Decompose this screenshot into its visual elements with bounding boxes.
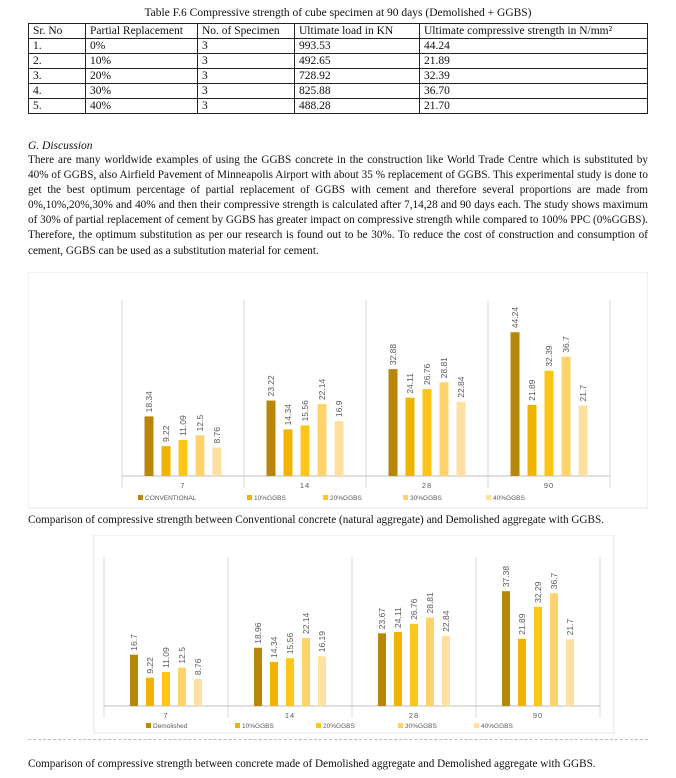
bar (518, 639, 526, 706)
legend-label: 20%GGBS (330, 495, 362, 502)
table-cell: 36.70 (420, 84, 648, 99)
table-cell: 3 (198, 84, 295, 99)
legend-swatch (323, 495, 328, 500)
bar (389, 369, 398, 476)
bar (394, 632, 402, 706)
data-label: 23.67 (377, 608, 387, 630)
legend-swatch (403, 495, 408, 500)
table-row (29, 99, 648, 114)
chart-svg-demolished (28, 535, 648, 735)
data-label: 16.7 (129, 634, 139, 651)
data-label: 14.34 (269, 636, 279, 658)
data-label: 21.89 (517, 613, 527, 635)
table-cell: 488.28 (295, 99, 420, 114)
table-cell: 3 (198, 69, 295, 84)
table-cell: 4. (29, 84, 86, 99)
data-label: 36.7 (549, 572, 559, 590)
legend-label: CONVENTIONAL (145, 495, 197, 502)
legend-swatch (486, 495, 491, 500)
strength-table (28, 23, 648, 114)
chart-svg-conventional (28, 272, 648, 510)
x-tick-label: 90 (543, 481, 555, 490)
data-label: 28.81 (439, 357, 449, 379)
bar (286, 658, 294, 706)
data-label: 22.14 (317, 378, 327, 401)
bar (254, 648, 262, 706)
bar (178, 668, 186, 706)
legend-label: 10%GGBS (254, 495, 286, 502)
bar (335, 421, 344, 476)
table-cell: 30% (86, 84, 198, 99)
data-label: 11.09 (178, 415, 188, 436)
bar (545, 371, 554, 476)
data-label: 15.56 (285, 632, 295, 655)
data-label: 32.88 (388, 343, 398, 366)
data-label: 32.39 (544, 345, 554, 367)
table-cell: 0% (86, 39, 198, 54)
data-label: 8.76 (212, 426, 222, 444)
data-label: 8.76 (193, 658, 203, 676)
data-label: 15.56 (300, 400, 310, 422)
table-cell: 993.53 (295, 39, 420, 54)
legend-label: 30%GGBS (410, 495, 442, 502)
data-label: 18.96 (253, 622, 263, 644)
data-label: 9.22 (161, 425, 171, 443)
x-tick-label: 7 (180, 481, 186, 490)
bar (579, 405, 588, 476)
table-cell: 825.88 (295, 84, 420, 99)
header-sr-no: Sr. No (29, 24, 86, 39)
data-label: 22.84 (456, 376, 466, 398)
bar (502, 591, 510, 706)
header-partial-replacement: Partial Replacement (86, 24, 198, 39)
table-cell: 21.89 (420, 54, 648, 69)
table-row (29, 54, 648, 69)
separator-line (28, 739, 648, 740)
data-label: 9.22 (145, 657, 155, 674)
bar (534, 607, 542, 706)
bar (550, 593, 558, 706)
bar (284, 429, 293, 476)
legend-swatch (247, 495, 252, 500)
bar (196, 435, 205, 476)
data-label: 16.9 (334, 400, 344, 418)
table-cell: 5. (29, 99, 86, 114)
bar (442, 636, 450, 706)
data-label: 24.11 (405, 373, 415, 394)
data-label: 26.76 (409, 598, 419, 620)
x-tick-label: 14 (299, 481, 311, 490)
table-cell: 40% (86, 99, 198, 114)
figure-caption-2: Comparison of compressive strength between concrete made of Demolished aggregate and Demolished aggregate with GGBS. (28, 758, 596, 770)
bar (528, 405, 537, 476)
table-cell: 3 (198, 99, 295, 114)
table-caption: Table F.6 Compressive strength of cube specimen at 90 days (Demolished + GGBS) (144, 7, 532, 19)
legend-swatch (235, 723, 240, 728)
table-cell: 10% (86, 54, 198, 69)
bar (213, 448, 222, 476)
bar (145, 416, 154, 476)
bar (378, 633, 386, 706)
legend-swatch (474, 723, 479, 728)
data-label: 16.19 (317, 630, 327, 653)
data-label: 24.11 (393, 607, 403, 628)
bar (566, 639, 574, 706)
bar (318, 404, 327, 476)
data-label: 28.81 (425, 592, 435, 614)
bar (410, 624, 418, 706)
bar (426, 618, 434, 706)
bar (457, 402, 466, 476)
bar (562, 357, 571, 476)
data-label: 21.7 (565, 618, 575, 636)
table-cell: 21.70 (420, 99, 648, 114)
data-label: 21.7 (578, 384, 588, 402)
chart-conventional-vs-ggbs (28, 272, 648, 510)
table-cell: 20% (86, 69, 198, 84)
bar (130, 655, 138, 706)
bar (194, 679, 202, 706)
x-tick-label: 28 (408, 711, 420, 720)
data-label: 22.84 (441, 610, 451, 632)
x-tick-label: 28 (421, 481, 433, 490)
table-cell: 3. (29, 69, 86, 84)
data-label: 36.7 (561, 336, 571, 353)
data-label: 12.5 (195, 414, 205, 432)
table-cell: 2. (29, 54, 86, 69)
data-label: 21.89 (527, 379, 537, 401)
table-cell: 728.92 (295, 69, 420, 84)
bar (162, 672, 170, 706)
legend-label: 40%GGBS (493, 495, 525, 502)
table-cell: 492.65 (295, 54, 420, 69)
table-row (29, 39, 648, 54)
data-label: 23.22 (266, 375, 276, 397)
table-header-row (29, 24, 648, 39)
legend-swatch (316, 723, 321, 728)
bar (302, 638, 310, 706)
bar (146, 678, 154, 706)
data-label: 44.24 (510, 306, 520, 329)
bar (270, 662, 278, 706)
data-label: 32.29 (533, 581, 543, 603)
legend-label: 30%GGBS (405, 723, 437, 730)
bar (162, 446, 171, 476)
bar (179, 440, 188, 476)
bar (301, 425, 310, 476)
x-tick-label: 7 (163, 711, 169, 720)
data-label: 37.38 (501, 565, 511, 588)
header-ultimate-load: Ultimate load in KN (295, 24, 420, 39)
legend-swatch (138, 495, 143, 500)
chart-demolished-vs-ggbs (28, 535, 648, 735)
bar (511, 332, 520, 476)
table-cell: 3 (198, 39, 295, 54)
header-no-of-specimen: No. of Specimen (198, 24, 295, 39)
bar (440, 382, 449, 476)
legend-swatch (398, 723, 403, 728)
section-title: G. Discussion (28, 140, 93, 152)
legend-label: Demolished (153, 723, 188, 730)
table-cell: 32.39 (420, 69, 648, 84)
data-label: 22.14 (301, 612, 311, 634)
bar (423, 389, 432, 476)
data-label: 18.34 (144, 391, 154, 413)
table-cell: 3 (198, 54, 295, 69)
legend-label: 20%GGBS (323, 723, 355, 730)
legend-label: 10%GGBS (242, 723, 274, 730)
bar (318, 656, 326, 706)
data-label: 12.5 (177, 647, 187, 664)
bar (267, 401, 276, 476)
data-label: 11.09 (161, 647, 171, 668)
bar (406, 398, 415, 476)
data-label: 14.34 (283, 404, 293, 426)
x-tick-label: 90 (532, 711, 544, 720)
data-label: 26.76 (422, 363, 432, 386)
legend-label: 40%GGBS (481, 723, 513, 730)
discussion-paragraph: There are many worldwide examples of using the GGBS concrete in the construction like World Trade Centre which is substituted by 40% of GGBS, also Airfield Pavement of Minneapolis Airport with about 35 % replacement of GGBS. This experimental study is done to get the best optimum percentage of partial replacement of GGBS with cement and therefore several proportions are made from 0%,10%,20%,30% and 40% and then their compressive strength is calculated after 7,14,28 and 90 days each. The study shows maximum of 30% of partial replacement of cement by GGBS has greater impact on compressive strength while compared to 100% PPC (0%GGBS). Therefore, the optimum substitution as per our research is found out to be 30%. To reduce the cost of construction and consumption of cement, GGBS can be used as a substitution material for cement. (28, 154, 648, 257)
table-cell: 1. (29, 39, 86, 54)
x-tick-label: 14 (284, 711, 296, 720)
legend-swatch (146, 723, 151, 728)
table-row (29, 84, 648, 99)
table-cell: 44.24 (420, 39, 648, 54)
figure-caption-1: Comparison of compressive strength between Conventional concrete (natural aggregate) and Demolished aggregate with GGBS. (28, 514, 604, 526)
header-compressive-strength: Ultimate compressive strength in N/mm² (420, 24, 648, 39)
table-row (29, 69, 648, 84)
